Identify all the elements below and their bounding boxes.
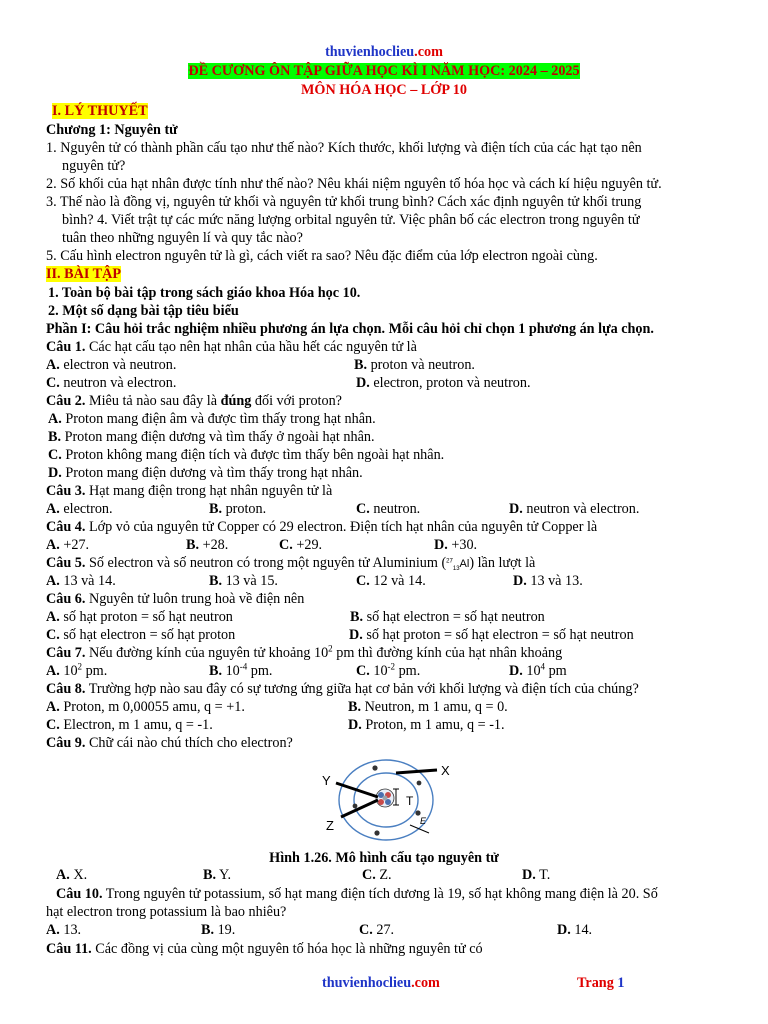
- theory-item-3-cont: bình? 4. Viết trật tự các mức năng lượng orbital nguyên tử. Việc phân bố các electron trong nguyên tử: [62, 212, 640, 228]
- option-5a[interactable]: A. 13 và 14.: [46, 573, 116, 589]
- option-3a[interactable]: A. electron.: [46, 501, 113, 517]
- option-5b[interactable]: B. 13 và 15.: [209, 573, 278, 589]
- question-1: [46, 338, 417, 356]
- option-7b[interactable]: B. $10^{-4}$ pm.: [209, 661, 273, 679]
- question-5: Câu 5. Số electron và số neutron có trong một nguyên tử Aluminium ($^{27}_{13}$Al) lần lượt là: [46, 555, 536, 573]
- site-domain: .com: [414, 44, 443, 60]
- doc-title-row: [0, 62, 768, 80]
- option-4c[interactable]: C. +29.: [279, 537, 323, 553]
- electron-dot: [374, 830, 379, 835]
- footer-site-domain: .com: [411, 975, 440, 991]
- question-8: Câu 8. Trường hợp nào sau đây có sự tương ứng giữa hạt cơ bản với khối lượng và điện tích của chúng?: [46, 681, 639, 697]
- option-6b[interactable]: B. số hạt electron = số hạt neutron: [350, 609, 545, 625]
- page-word: Trang: [577, 975, 614, 991]
- exercise-heading-row: [46, 265, 121, 283]
- option-2c[interactable]: C. Proton không mang điện tích và được tìm thấy bên ngoài hạt nhân.: [48, 447, 445, 463]
- option-3d[interactable]: D. neutron và electron.: [509, 501, 640, 517]
- option-7c[interactable]: C. $10^{-2}$ pm.: [356, 661, 421, 679]
- option-3c[interactable]: C. neutron.: [356, 501, 421, 517]
- footer-site[interactable]: [322, 975, 440, 991]
- atom-model-figure: [314, 753, 464, 845]
- option-8b[interactable]: B. Neutron, m 1 amu, q = 0.: [348, 699, 508, 715]
- nucleus: [376, 789, 394, 807]
- option-7d[interactable]: D. $10^4$ pm: [509, 661, 567, 679]
- fig-label-x: X: [441, 763, 450, 778]
- question-3: Câu 3. Hạt mang điện trong hạt nhân nguyên tử là: [46, 483, 333, 499]
- option-10b[interactable]: B. 19.: [201, 922, 236, 938]
- page-number: [577, 975, 624, 991]
- option-3b[interactable]: B. proton.: [209, 501, 267, 517]
- electron-dot: [417, 781, 422, 786]
- theory-item-3-cont2: tuân theo những nguyên lí và quy tắc nào?: [62, 230, 303, 246]
- exercise-item-2: 2. Một số dạng bài tập tiêu biểu: [48, 303, 239, 319]
- question-11: Câu 11. Các đồng vị của cùng một nguyên tố hóa học là những nguyên tử có: [46, 941, 483, 957]
- option-5c[interactable]: C. 12 và 14.: [356, 573, 426, 589]
- option-6d[interactable]: D. số hạt proton = số hạt electron = số hạt neutron: [349, 627, 634, 643]
- theory-item-3: 3. Thế nào là đồng vị, nguyên tử khối và nguyên tử khối trung bình? Cách xác định nguyên tử khối trung: [46, 194, 642, 210]
- option-9d[interactable]: D. T.: [522, 867, 551, 883]
- option-2b[interactable]: B. Proton mang điện dương và tìm thấy ở ngoài hạt nhân.: [48, 429, 375, 445]
- option-10d[interactable]: D. 14.: [557, 922, 593, 938]
- option-5d[interactable]: D. 13 và 13.: [513, 573, 583, 589]
- fig-label-z: Z: [326, 818, 334, 833]
- option-2d[interactable]: D. Proton mang điện dương và tìm thấy trong hạt nhân.: [48, 465, 363, 481]
- option-1c[interactable]: C. neutron và electron.: [46, 375, 177, 391]
- option-1a[interactable]: A. electron và neutron.: [46, 357, 177, 373]
- option-10c[interactable]: C. 27.: [359, 922, 395, 938]
- question-4: Câu 4. Lớp vỏ của nguyên tử Copper có 29 electron. Điện tích hạt nhân của nguyên tử Copper là: [46, 519, 598, 535]
- option-1d[interactable]: D. electron, proton và neutron.: [356, 375, 531, 391]
- electron-dot: [372, 765, 377, 770]
- question-10: Câu 10. Trong nguyên tử potassium, số hạt mang điện tích dương là 19, số hạt không mang điện là 20. Số: [56, 886, 658, 902]
- option-8c[interactable]: C. Electron, m 1 amu, q = -1.: [46, 717, 213, 733]
- option-4b[interactable]: B. +28.: [186, 537, 229, 553]
- fig-label-e: E: [420, 816, 427, 826]
- label-line-y: [336, 783, 378, 797]
- question-10-cont: hạt electron trong potassium là bao nhiêu?: [46, 904, 287, 920]
- option-10a[interactable]: A. 13.: [46, 922, 82, 938]
- question-label: Câu 1.: [46, 339, 86, 355]
- question-text: Các hạt cấu tạo nên hạt nhân của hầu hết các nguyên tử là: [85, 339, 417, 355]
- option-6a[interactable]: A. số hạt proton = số hạt neutron: [46, 609, 233, 625]
- theory-item-1-cont: nguyên tử?: [62, 158, 126, 174]
- fig-label-y: Y: [322, 773, 331, 788]
- page-num: 1: [617, 975, 625, 991]
- site-header: [0, 44, 768, 60]
- chapter-title: Chương 1: Nguyên tử: [46, 122, 178, 138]
- theory-item-5: 5. Cấu hình electron nguyên tử là gì, cách viết ra sao? Nêu đặc điểm của lớp electron ngoài cùng.: [46, 248, 598, 264]
- option-4d[interactable]: D. +30.: [434, 537, 478, 553]
- electron-dot: [415, 810, 420, 815]
- electron-dot: [353, 804, 358, 809]
- option-8a[interactable]: A. Proton, m 0,00055 amu, q = +1.: [46, 699, 245, 715]
- option-8d[interactable]: D. Proton, m 1 amu, q = -1.: [348, 717, 505, 733]
- question-2: Câu 2. Miêu tả nào sau đây là đúng đối với proton?: [46, 393, 342, 409]
- option-2a[interactable]: A. Proton mang điện âm và được tìm thấy trong hạt nhân.: [48, 411, 376, 427]
- theory-item-2: 2. Số khối của hạt nhân được tính như thế nào? Nêu khái niệm nguyên tố hóa học và cách kí hiệu nguyên tử.: [46, 176, 662, 192]
- question-9: Câu 9. Chữ cái nào chú thích cho electron?: [46, 735, 293, 751]
- option-6c[interactable]: C. số hạt electron = số hạt proton: [46, 627, 236, 643]
- option-9a[interactable]: A. X.: [56, 867, 88, 883]
- part-1-heading: Phần I: Câu hỏi trắc nghiệm nhiều phương án lựa chọn. Mỗi câu hỏi chỉ chọn 1 phương án lựa chọn.: [46, 321, 654, 337]
- option-7a[interactable]: A. $10^2$ pm.: [46, 661, 108, 679]
- site-name: thuvienhoclieu: [325, 44, 415, 60]
- question-7: Câu 7. Nếu đường kính của nguyên tử khoảng $10^2$ pm thì đường kính của hạt nhân khoảng: [46, 643, 563, 661]
- theory-heading: I. LÝ THUYẾT: [52, 103, 148, 119]
- option-4a[interactable]: A. +27.: [46, 537, 90, 553]
- theory-item-1: 1. Nguyên tử có thành phần cấu tạo như thế nào? Kích thước, khối lượng và điện tích của các hạt tạo nên: [46, 140, 642, 156]
- doc-subtitle: MÔN HÓA HỌC – LỚP 10: [301, 82, 467, 98]
- fig-label-t: T: [406, 794, 414, 808]
- option-9c[interactable]: C. Z.: [362, 867, 392, 883]
- exercise-heading: II. BÀI TẬP: [46, 266, 122, 282]
- question-6: Câu 6. Nguyên tử luôn trung hoà về điện nên: [46, 591, 305, 607]
- footer-site-name: thuvienhoclieu: [322, 975, 412, 991]
- doc-title: ĐỀ CƯƠNG ÔN TẬP GIỮA HỌC KÌ I NĂM HỌC: 2024 – 2025: [188, 63, 580, 79]
- option-1b[interactable]: B. proton và neutron.: [354, 357, 475, 373]
- figure-caption: Hình 1.26. Mô hình cấu tạo nguyên tử: [269, 850, 499, 866]
- theory-heading-row: [52, 102, 148, 120]
- exercise-item-1: 1. Toàn bộ bài tập trong sách giáo khoa Hóa học 10.: [48, 285, 361, 301]
- label-line-x: [396, 770, 437, 773]
- option-9b[interactable]: B. Y.: [203, 867, 232, 883]
